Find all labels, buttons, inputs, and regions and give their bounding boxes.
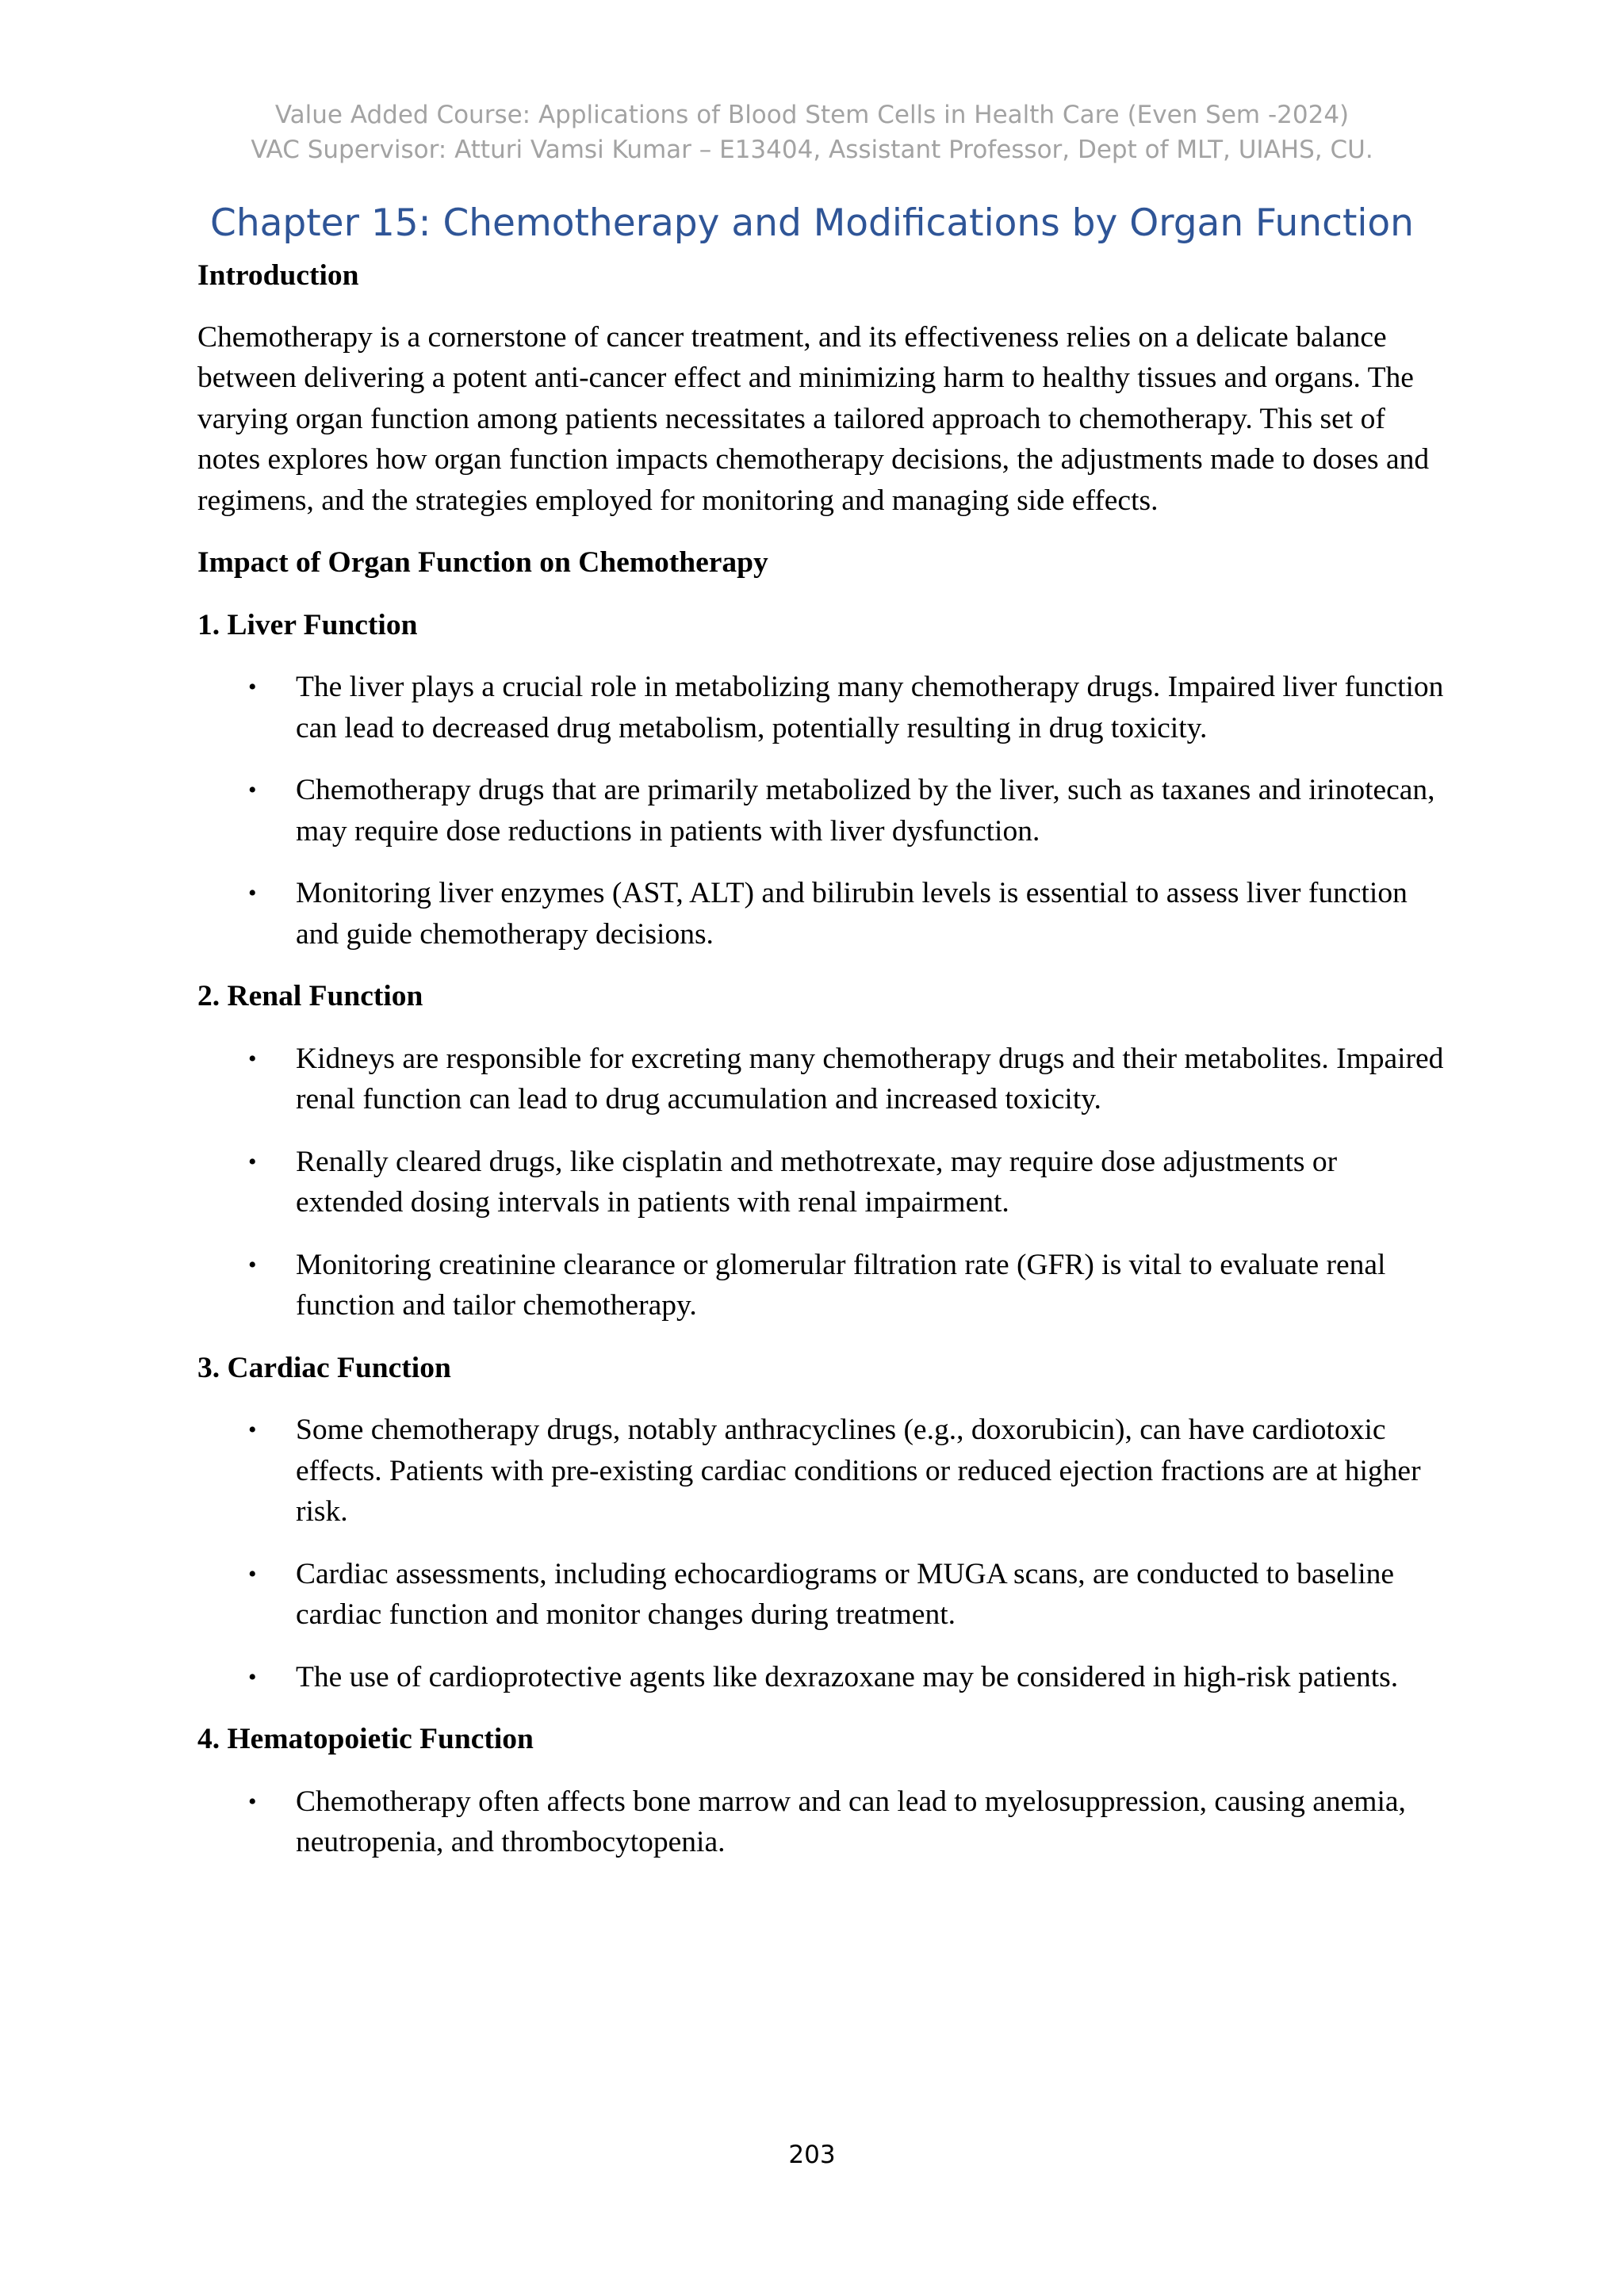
page-number: 203 bbox=[788, 2141, 836, 2169]
list-item-text: Monitoring liver enzymes (AST, ALT) and bilirubin levels is essential to assess liver function and guide chemotherapy decisions. bbox=[296, 877, 1408, 951]
list-item-text: Monitoring creatinine clearance or glomerular filtration rate (GFR) is vital to evaluate renal function and tailor chemotherapy. bbox=[296, 1248, 1386, 1322]
bullet-list-renal bbox=[197, 1039, 1450, 1326]
bullet-icon: • bbox=[248, 777, 257, 803]
bullet-icon: • bbox=[248, 1045, 257, 1072]
list-item bbox=[197, 667, 1450, 748]
list-item-text: Kidneys are responsible for excreting many chemotherapy drugs and their metabolites. Impaired renal function can lead to drug accumulation and increased toxicity. bbox=[296, 1042, 1444, 1115]
chapter-title: Chapter 15: Chemotherapy and Modifications by Organ Function bbox=[210, 201, 1414, 245]
bullet-icon: • bbox=[248, 1560, 257, 1587]
list-item bbox=[197, 1781, 1450, 1863]
bullet-icon: • bbox=[248, 1663, 257, 1690]
bullet-icon: • bbox=[248, 674, 257, 700]
bullet-icon: • bbox=[248, 880, 257, 906]
list-item-text: Chemotherapy often affects bone marrow and can lead to myelosuppression, causing anemia, neutropenia, and thrombocytopenia. bbox=[296, 1785, 1406, 1858]
chapter-body bbox=[197, 255, 1450, 1863]
list-item-text: The liver plays a crucial role in metabolizing many chemotherapy drugs. Impaired liver function can lead to decreased drug metabolism, potentially resulting in drug toxicity. bbox=[296, 671, 1444, 744]
list-item bbox=[197, 1142, 1450, 1223]
list-item-text: Some chemotherapy drugs, notably anthracyclines (e.g., doxorubicin), can have cardiotoxic effects. Patients with pre-existing cardiac conditions or reduced ejection fractions are at higher risk. bbox=[296, 1414, 1421, 1528]
list-item bbox=[197, 1657, 1450, 1698]
list-item bbox=[197, 770, 1450, 851]
list-item-text: Renally cleared drugs, like cisplatin and methotrexate, may require dose adjustments or extended dosing intervals in patients with renal impairment. bbox=[296, 1145, 1338, 1219]
bullet-icon: • bbox=[248, 1148, 257, 1175]
list-item bbox=[197, 873, 1450, 955]
bullet-list-liver bbox=[197, 667, 1450, 955]
list-item-text: Cardiac assessments, including echocardiograms or MUGA scans, are conducted to baseline cardiac function and monitor changes during treatment. bbox=[296, 1557, 1395, 1631]
bullet-list-hematopoietic bbox=[197, 1781, 1450, 1863]
list-item bbox=[197, 1554, 1450, 1636]
bullet-icon: • bbox=[248, 1417, 257, 1443]
list-item bbox=[197, 1245, 1450, 1326]
running-header-course: Value Added Course: Applications of Blood Stem Cells in Health Care (Even Sem -2024) bbox=[274, 101, 1350, 129]
subsection-heading-renal: 2. Renal Function bbox=[197, 980, 423, 1012]
bullet-icon: • bbox=[248, 1788, 257, 1815]
list-item-text: Chemotherapy drugs that are primarily metabolized by the liver, such as taxanes and irinotecan, may require dose reductions in patients with liver dysfunction. bbox=[296, 774, 1435, 848]
subsection-heading-cardiac: 3. Cardiac Function bbox=[197, 1351, 451, 1384]
list-item bbox=[197, 1039, 1450, 1120]
list-item-text: The use of cardioprotective agents like dexrazoxane may be considered in high-risk patients. bbox=[296, 1660, 1399, 1693]
introduction-heading: Introduction bbox=[197, 259, 359, 292]
running-header-supervisor: VAC Supervisor: Atturi Vamsi Kumar – E13404, Assistant Professor, Dept of MLT, UIAHS, CU. bbox=[251, 136, 1373, 164]
subsection-heading-liver: 1. Liver Function bbox=[197, 608, 418, 641]
introduction-paragraph: Chemotherapy is a cornerstone of cancer treatment, and its effectiveness relies on a delicate balance between delivering a potent anti-cancer effect and minimizing harm to healthy tissues and organs. The varying organ function among patients necessitates a tailored approach to chemotherapy. This set of notes explores how organ function impacts chemotherapy decisions, the adjustments made to doses and regimens, and the strategies employed for monitoring and managing side effects. bbox=[197, 320, 1430, 517]
bullet-list-cardiac bbox=[197, 1410, 1450, 1697]
bullet-icon: • bbox=[248, 1251, 257, 1278]
section-heading: Impact of Organ Function on Chemotherapy bbox=[197, 546, 768, 579]
list-item bbox=[197, 1410, 1450, 1533]
subsection-heading-hematopoietic: 4. Hematopoietic Function bbox=[197, 1723, 534, 1755]
